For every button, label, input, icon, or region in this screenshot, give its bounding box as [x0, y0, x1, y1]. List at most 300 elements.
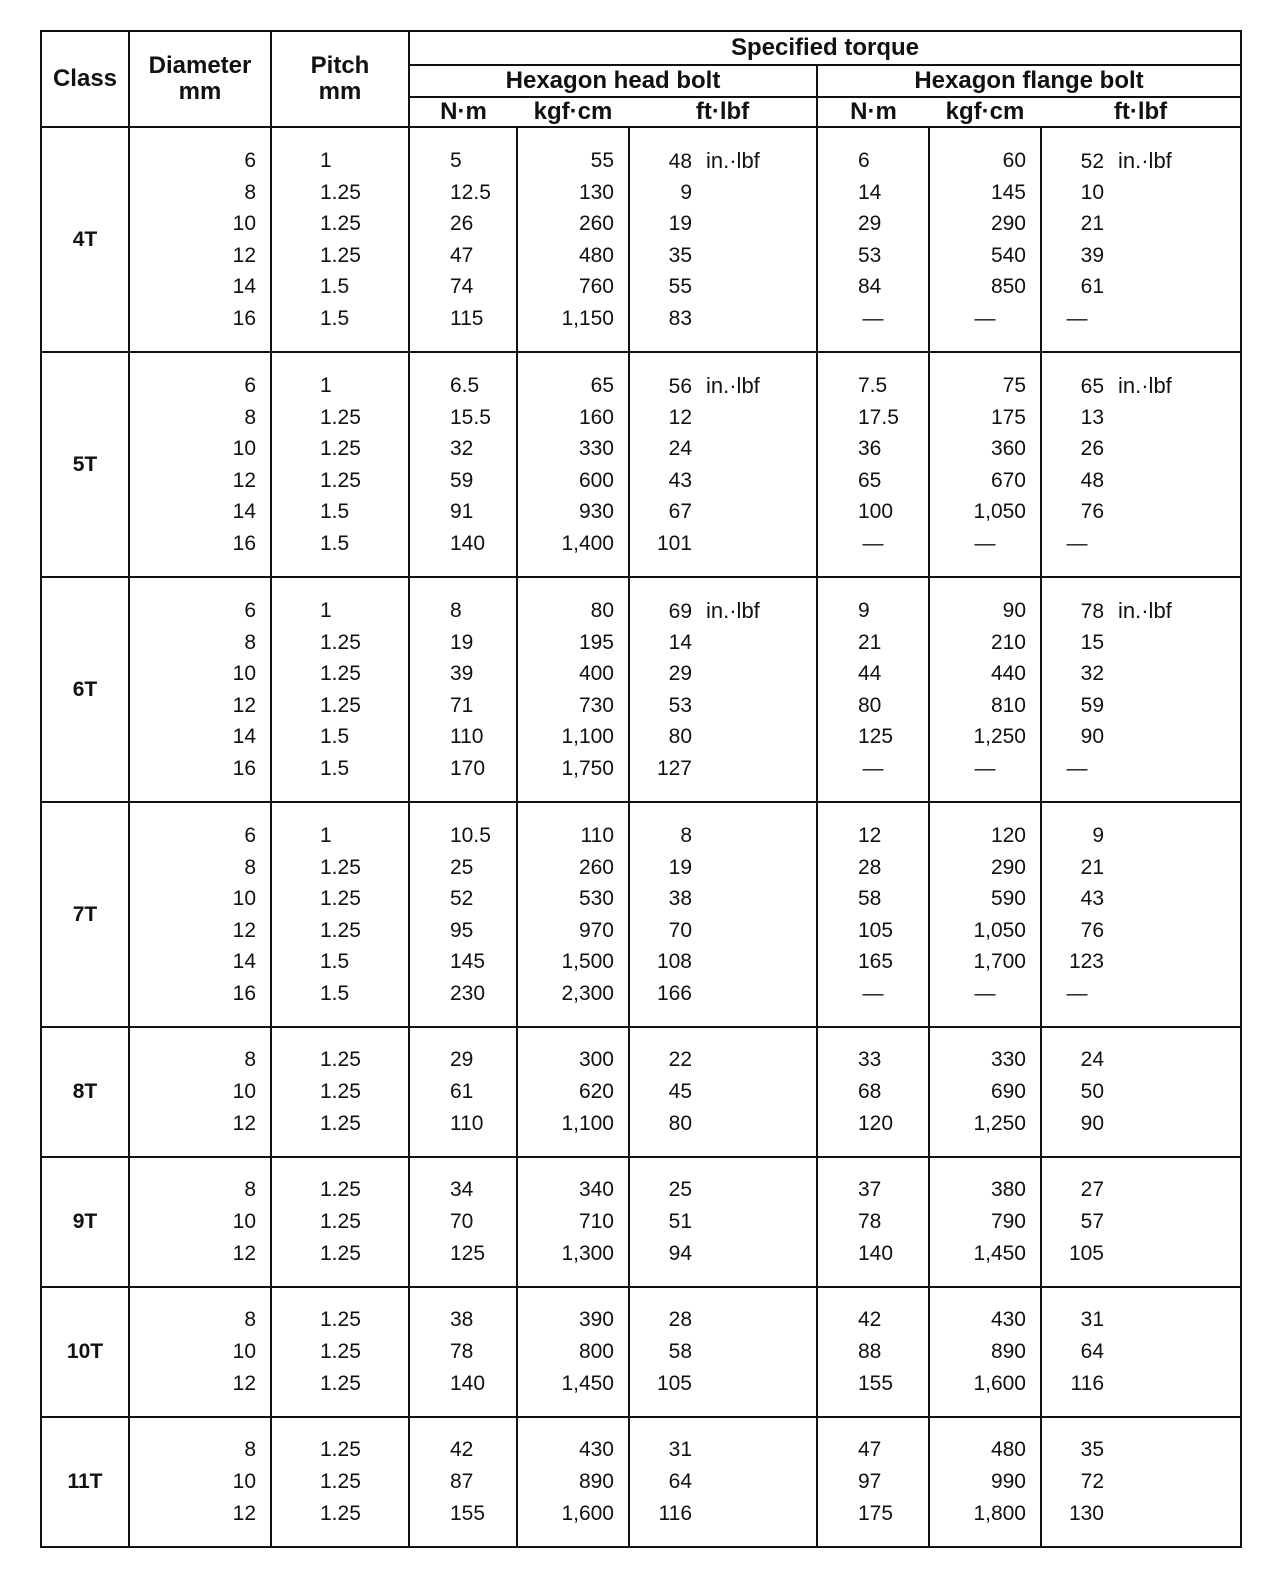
ftlbf-value: 52	[1080, 150, 1104, 173]
cell-flange-nm: 105	[858, 918, 894, 942]
column-pitch	[271, 1417, 409, 1547]
cell-flange-ftlbf	[1042, 1336, 1240, 1368]
cell-head-kgfcm: 800	[578, 1340, 614, 1363]
column-flange-ftlbf	[1041, 352, 1241, 577]
column-flange-nm	[817, 1417, 929, 1547]
cell-flange-ftlbf	[1042, 145, 1240, 177]
cell-flange-nm: 28	[858, 855, 882, 879]
column-flange-ftlbf	[1041, 127, 1241, 352]
cell-flange-ftlbf	[1042, 1174, 1240, 1206]
cell-flange-ftlbf	[1042, 915, 1240, 947]
cell-head-nm: 71	[450, 693, 474, 717]
cell-head-nm: 59	[450, 468, 474, 492]
cell-head-nm: 19	[450, 630, 474, 654]
cell-head-kgfcm: 730	[578, 693, 614, 717]
cell-head-nm: 29	[450, 1048, 474, 1071]
class-block-8t	[41, 1027, 1241, 1157]
column-head-ftlbf	[629, 577, 817, 802]
cell-head-kgfcm: 390	[578, 1308, 614, 1331]
header-hexagon-head-bolt: Hexagon head bolt	[409, 65, 817, 97]
cell-pitch: 1.25	[320, 468, 361, 492]
cell-head-ftlbf	[630, 753, 816, 785]
cell-flange-nm: 12	[858, 824, 882, 847]
cell-diameter: 8	[244, 1438, 256, 1461]
column-head-nm	[409, 1417, 517, 1547]
ftlbf-value: 12	[668, 405, 692, 429]
cell-diameter: 6	[244, 374, 256, 397]
column-head-ftlbf	[629, 802, 817, 1027]
cell-diameter: 12	[232, 243, 256, 267]
ftlbf-value: —	[1066, 981, 1088, 1005]
ftlbf-value: 27	[1080, 1178, 1104, 1201]
cell-flange-nm: 47	[858, 1438, 882, 1461]
ftlbf-value: 29	[668, 662, 692, 685]
ftlbf-value: 21	[1080, 855, 1104, 879]
cell-flange-ftlbf	[1042, 595, 1240, 627]
cell-head-ftlbf	[630, 1076, 816, 1108]
cell-pitch: 1.25	[320, 1080, 361, 1103]
cell-flange-nm: 120	[858, 1112, 894, 1135]
cell-head-kgfcm: 330	[578, 437, 614, 460]
cell-head-ftlbf	[630, 465, 816, 497]
header-diameter-label: Diameter	[148, 51, 252, 79]
ftlbf-value: 21	[1080, 212, 1104, 235]
cell-flange-ftlbf	[1042, 820, 1240, 852]
column-head-ftlbf	[629, 1157, 817, 1287]
class-block-9t	[41, 1157, 1241, 1287]
cell-head-ftlbf	[630, 303, 816, 335]
cell-pitch: 1.25	[320, 630, 361, 654]
header-head-nm: N·m	[409, 97, 517, 127]
cell-head-ftlbf	[630, 208, 816, 240]
cell-head-ftlbf	[630, 1304, 816, 1336]
cell-head-ftlbf	[630, 1174, 816, 1206]
column-head-nm	[409, 352, 517, 577]
cell-pitch: 1.25	[320, 887, 361, 910]
header-class: Class	[41, 31, 129, 127]
cell-pitch: 1.5	[320, 531, 350, 555]
column-flange-kgfcm	[929, 1287, 1041, 1417]
cell-flange-kgfcm: 590	[990, 887, 1026, 910]
class-label: 9T	[41, 1157, 129, 1287]
cell-diameter: 8	[244, 405, 256, 429]
column-diameter	[129, 1417, 271, 1547]
cell-flange-nm: 17.5	[858, 405, 899, 429]
cell-head-kgfcm: 130	[578, 180, 614, 204]
cell-diameter: 12	[232, 1112, 256, 1135]
cell-head-kgfcm: 1,400	[561, 531, 614, 555]
column-flange-nm	[817, 577, 929, 802]
cell-head-ftlbf	[630, 433, 816, 465]
cell-head-ftlbf	[630, 528, 816, 560]
column-diameter	[129, 1287, 271, 1417]
cell-flange-nm: 6	[858, 149, 870, 172]
column-flange-nm	[817, 127, 929, 352]
cell-pitch: 1.25	[320, 1048, 361, 1071]
ftlbf-value: 105	[656, 1372, 692, 1395]
cell-head-nm: 15.5	[450, 405, 491, 429]
cell-diameter: 12	[232, 1372, 256, 1395]
class-label: 4T	[41, 127, 129, 352]
ftlbf-value: 39	[1080, 243, 1104, 267]
ftlbf-value: 31	[1080, 1308, 1104, 1331]
ftlbf-value: 43	[1080, 887, 1104, 910]
header-diameter-unit: mm	[178, 78, 222, 105]
cell-flange-nm: —	[862, 981, 884, 1005]
cell-flange-kgfcm: 690	[990, 1080, 1026, 1103]
cell-flange-kgfcm: 290	[990, 212, 1026, 235]
cell-flange-nm: 21	[858, 630, 882, 654]
column-head-kgfcm	[517, 352, 629, 577]
cell-pitch: 1.25	[320, 1308, 361, 1331]
cell-flange-ftlbf	[1042, 303, 1240, 335]
cell-head-nm: 8	[450, 599, 462, 622]
cell-head-nm: 230	[450, 981, 486, 1005]
cell-head-kgfcm: 620	[578, 1080, 614, 1103]
cell-flange-ftlbf	[1042, 433, 1240, 465]
header-flange-kgfcm: kgf·cm	[929, 97, 1041, 127]
cell-head-kgfcm: 1,600	[561, 1502, 614, 1525]
cell-pitch: 1.25	[320, 693, 361, 717]
cell-head-nm: 12.5	[450, 180, 491, 204]
cell-diameter: 10	[232, 437, 256, 460]
cell-pitch: 1.25	[320, 1178, 361, 1201]
cell-head-nm: 38	[450, 1308, 474, 1331]
cell-diameter: 10	[232, 212, 256, 235]
cell-head-kgfcm: 1,750	[561, 756, 614, 780]
inlbf-unit-label: in.·lbf	[706, 148, 760, 173]
cell-flange-kgfcm: 1,250	[973, 725, 1026, 748]
cell-flange-kgfcm: 790	[990, 1210, 1026, 1233]
cell-flange-kgfcm: 1,050	[973, 500, 1026, 523]
ftlbf-value: 51	[668, 1210, 692, 1233]
ftlbf-value: 56	[668, 375, 692, 398]
column-head-ftlbf	[629, 1027, 817, 1157]
ftlbf-value: 48	[668, 150, 692, 173]
header-pitch	[271, 31, 409, 127]
cell-head-nm: 34	[450, 1178, 474, 1201]
cell-head-nm: 125	[450, 1242, 486, 1265]
cell-diameter: 6	[244, 149, 256, 172]
ftlbf-value: 22	[668, 1048, 692, 1071]
cell-flange-nm: 44	[858, 662, 882, 685]
cell-head-ftlbf	[630, 1368, 816, 1400]
cell-flange-ftlbf	[1042, 658, 1240, 690]
column-head-nm	[409, 802, 517, 1027]
cell-head-nm: 110	[450, 725, 484, 748]
cell-head-nm: 42	[450, 1438, 474, 1461]
ftlbf-value: 31	[668, 1438, 692, 1461]
cell-pitch: 1.25	[320, 212, 361, 235]
cell-flange-nm: 88	[858, 1340, 882, 1363]
cell-pitch: 1.25	[320, 1470, 361, 1493]
column-flange-nm	[817, 1027, 929, 1157]
cell-flange-ftlbf	[1042, 1466, 1240, 1498]
cell-flange-ftlbf	[1042, 978, 1240, 1010]
cell-flange-nm: 100	[858, 500, 894, 523]
cell-flange-ftlbf	[1042, 1044, 1240, 1076]
cell-head-ftlbf	[630, 883, 816, 915]
cell-flange-ftlbf	[1042, 402, 1240, 434]
cell-head-ftlbf	[630, 658, 816, 690]
cell-pitch: 1.25	[320, 662, 361, 685]
cell-diameter: 8	[244, 630, 256, 654]
cell-head-nm: 6.5	[450, 374, 480, 397]
cell-flange-kgfcm: 1,050	[973, 918, 1026, 942]
cell-flange-nm: 9	[858, 599, 870, 622]
cell-flange-nm: 84	[858, 275, 882, 298]
cell-diameter: 8	[244, 1178, 256, 1201]
header-hexagon-flange-bolt: Hexagon flange bolt	[817, 65, 1241, 97]
ftlbf-value: 70	[668, 918, 692, 942]
cell-head-ftlbf	[630, 915, 816, 947]
cell-head-kgfcm: 300	[578, 1048, 614, 1071]
cell-head-nm: 91	[450, 500, 474, 523]
ftlbf-value: 9	[1092, 824, 1104, 847]
cell-head-nm: 70	[450, 1210, 474, 1233]
header-pitch-unit: mm	[318, 78, 362, 105]
cell-pitch: 1.25	[320, 405, 361, 429]
column-head-ftlbf	[629, 352, 817, 577]
class-block-10t	[41, 1287, 1241, 1417]
inlbf-unit-label: in.·lbf	[706, 373, 760, 398]
ftlbf-value: 26	[1080, 437, 1104, 460]
ftlbf-value: 116	[658, 1502, 692, 1525]
cell-head-kgfcm: 55	[590, 149, 614, 172]
column-flange-ftlbf	[1041, 1157, 1241, 1287]
cell-head-nm: 140	[450, 1372, 486, 1395]
class-label: 8T	[41, 1027, 129, 1157]
cell-flange-nm: 29	[858, 212, 882, 235]
cell-head-kgfcm: 710	[578, 1210, 614, 1233]
cell-head-kgfcm: 2,300	[561, 981, 614, 1005]
cell-pitch: 1.5	[320, 725, 350, 748]
cell-head-ftlbf	[630, 370, 816, 402]
cell-pitch: 1.25	[320, 1438, 361, 1461]
ftlbf-value: 45	[668, 1080, 692, 1103]
cell-diameter: 14	[232, 275, 256, 298]
cell-head-nm: 87	[450, 1470, 474, 1493]
cell-pitch: 1.25	[320, 1210, 361, 1233]
cell-flange-nm: 36	[858, 437, 882, 460]
cell-flange-ftlbf	[1042, 883, 1240, 915]
column-flange-kgfcm	[929, 802, 1041, 1027]
cell-flange-kgfcm: 1,250	[973, 1112, 1026, 1135]
cell-pitch: 1	[320, 149, 332, 172]
cell-pitch: 1.5	[320, 950, 350, 973]
cell-flange-kgfcm: 145	[990, 180, 1026, 204]
column-head-nm	[409, 1027, 517, 1157]
cell-head-kgfcm: 1,450	[561, 1372, 614, 1395]
column-head-nm	[409, 127, 517, 352]
header-pitch-label: Pitch	[310, 51, 370, 79]
ftlbf-value: 55	[668, 275, 692, 298]
cell-head-ftlbf	[630, 1044, 816, 1076]
column-flange-ftlbf	[1041, 577, 1241, 802]
ftlbf-value: 8	[680, 824, 692, 847]
cell-head-kgfcm: 760	[578, 275, 614, 298]
header-flange-ftlbf: ft·lbf	[1041, 97, 1241, 127]
column-pitch	[271, 1157, 409, 1287]
column-head-kgfcm	[517, 127, 629, 352]
ftlbf-value: 116	[1070, 1372, 1104, 1395]
column-flange-kgfcm	[929, 1417, 1041, 1547]
ftlbf-value: 9	[680, 180, 692, 204]
column-flange-ftlbf	[1041, 1027, 1241, 1157]
cell-diameter: 12	[232, 468, 256, 492]
ftlbf-value: —	[1066, 531, 1088, 555]
cell-flange-nm: —	[862, 531, 884, 555]
ftlbf-value: 50	[1080, 1080, 1104, 1103]
cell-flange-kgfcm: 175	[990, 405, 1026, 429]
column-head-ftlbf	[629, 127, 817, 352]
cell-head-kgfcm: 260	[578, 212, 614, 235]
cell-flange-kgfcm: 360	[990, 437, 1026, 460]
cell-pitch: 1	[320, 824, 332, 847]
ftlbf-value: 123	[1068, 950, 1104, 973]
cell-pitch: 1.5	[320, 756, 350, 780]
ftlbf-value: 15	[1080, 630, 1104, 654]
cell-diameter: 12	[232, 1242, 256, 1265]
cell-diameter: 14	[232, 500, 256, 523]
cell-flange-kgfcm: 1,800	[973, 1502, 1026, 1525]
cell-head-kgfcm: 530	[578, 887, 614, 910]
ftlbf-value: 76	[1080, 500, 1104, 523]
column-flange-kgfcm	[929, 127, 1041, 352]
cell-head-nm: 78	[450, 1340, 474, 1363]
cell-head-nm: 140	[450, 531, 486, 555]
ftlbf-value: 78	[1080, 600, 1104, 623]
cell-flange-kgfcm: —	[974, 306, 996, 330]
column-flange-kgfcm	[929, 1157, 1041, 1287]
cell-flange-ftlbf	[1042, 627, 1240, 659]
cell-head-nm: 26	[450, 212, 474, 235]
cell-head-kgfcm: 430	[578, 1438, 614, 1461]
cell-head-ftlbf	[630, 978, 816, 1010]
cell-head-kgfcm: 930	[578, 500, 614, 523]
class-label: 5T	[41, 352, 129, 577]
cell-flange-ftlbf	[1042, 208, 1240, 240]
cell-pitch: 1.25	[320, 855, 361, 879]
cell-head-nm: 25	[450, 855, 474, 879]
cell-flange-kgfcm: 210	[990, 630, 1026, 654]
ftlbf-value: 58	[668, 1340, 692, 1363]
cell-diameter: 14	[232, 950, 256, 973]
cell-flange-ftlbf	[1042, 465, 1240, 497]
column-pitch	[271, 352, 409, 577]
column-flange-ftlbf	[1041, 1417, 1241, 1547]
column-head-ftlbf	[629, 1417, 817, 1547]
column-diameter	[129, 1157, 271, 1287]
cell-flange-kgfcm: 480	[990, 1438, 1026, 1461]
torque-spec-table	[40, 30, 1242, 1548]
cell-flange-ftlbf	[1042, 852, 1240, 884]
cell-head-kgfcm: 160	[578, 405, 614, 429]
cell-diameter: 12	[232, 918, 256, 942]
header-diameter	[129, 31, 271, 127]
inlbf-unit-label: in.·lbf	[1118, 598, 1172, 623]
ftlbf-value: 64	[668, 1470, 692, 1493]
ftlbf-value: 94	[668, 1242, 692, 1265]
cell-head-kgfcm: 1,150	[561, 306, 614, 330]
ftlbf-value: 57	[1080, 1210, 1104, 1233]
column-pitch	[271, 127, 409, 352]
ftlbf-value: 48	[1080, 468, 1104, 492]
cell-head-kgfcm: 600	[578, 468, 614, 492]
cell-head-kgfcm: 1,300	[561, 1242, 614, 1265]
cell-head-ftlbf	[630, 1434, 816, 1466]
header-specified-torque: Specified torque	[409, 31, 1241, 65]
column-diameter	[129, 1027, 271, 1157]
ftlbf-value: 69	[668, 600, 692, 623]
cell-pitch: 1.25	[320, 918, 361, 942]
cell-diameter: 10	[232, 887, 256, 910]
ftlbf-value: 67	[668, 500, 692, 523]
column-flange-kgfcm	[929, 1027, 1041, 1157]
cell-diameter: 10	[232, 1470, 256, 1493]
cell-flange-ftlbf	[1042, 1076, 1240, 1108]
inlbf-unit-label: in.·lbf	[706, 598, 760, 623]
cell-head-kgfcm: 890	[578, 1470, 614, 1493]
cell-flange-kgfcm: 120	[990, 824, 1026, 847]
cell-head-ftlbf	[630, 1336, 816, 1368]
cell-head-nm: 52	[450, 887, 474, 910]
cell-diameter: 10	[232, 1210, 256, 1233]
column-diameter	[129, 127, 271, 352]
ftlbf-value: 90	[1080, 1112, 1104, 1135]
column-pitch	[271, 1027, 409, 1157]
ftlbf-value: —	[1066, 756, 1088, 780]
cell-pitch: 1.5	[320, 981, 350, 1005]
cell-diameter: 8	[244, 1308, 256, 1331]
column-flange-nm	[817, 1157, 929, 1287]
cell-flange-ftlbf	[1042, 1304, 1240, 1336]
cell-pitch: 1	[320, 599, 332, 622]
cell-flange-nm: 165	[858, 950, 894, 973]
cell-head-nm: 47	[450, 243, 474, 267]
header-flange-nm: N·m	[817, 97, 929, 127]
cell-head-kgfcm: 110	[580, 824, 614, 847]
cell-flange-kgfcm: 1,600	[973, 1372, 1026, 1395]
class-label: 7T	[41, 802, 129, 1027]
ftlbf-value: 80	[668, 725, 692, 748]
cell-flange-nm: 53	[858, 243, 882, 267]
cell-head-kgfcm: 65	[590, 374, 614, 397]
cell-flange-nm: 97	[858, 1470, 882, 1493]
cell-flange-kgfcm: 60	[1002, 149, 1026, 172]
column-pitch	[271, 802, 409, 1027]
ftlbf-value: 25	[668, 1178, 692, 1201]
cell-flange-nm: —	[862, 756, 884, 780]
cell-flange-nm: 7.5	[858, 374, 888, 397]
ftlbf-value: 10	[1080, 180, 1104, 204]
ftlbf-value: 130	[1068, 1502, 1104, 1525]
cell-head-kgfcm: 80	[590, 599, 614, 622]
cell-flange-nm: 140	[858, 1242, 894, 1265]
cell-flange-nm: 155	[858, 1372, 894, 1395]
cell-head-nm: 32	[450, 437, 474, 460]
cell-head-ftlbf	[630, 240, 816, 272]
cell-head-ftlbf	[630, 690, 816, 722]
cell-flange-ftlbf	[1042, 1498, 1240, 1530]
cell-head-kgfcm: 1,500	[561, 950, 614, 973]
cell-diameter: 8	[244, 855, 256, 879]
cell-flange-ftlbf	[1042, 177, 1240, 209]
inlbf-unit-label: in.·lbf	[1118, 148, 1172, 173]
cell-flange-ftlbf	[1042, 496, 1240, 528]
cell-diameter: 14	[232, 725, 256, 748]
cell-pitch: 1.25	[320, 437, 361, 460]
